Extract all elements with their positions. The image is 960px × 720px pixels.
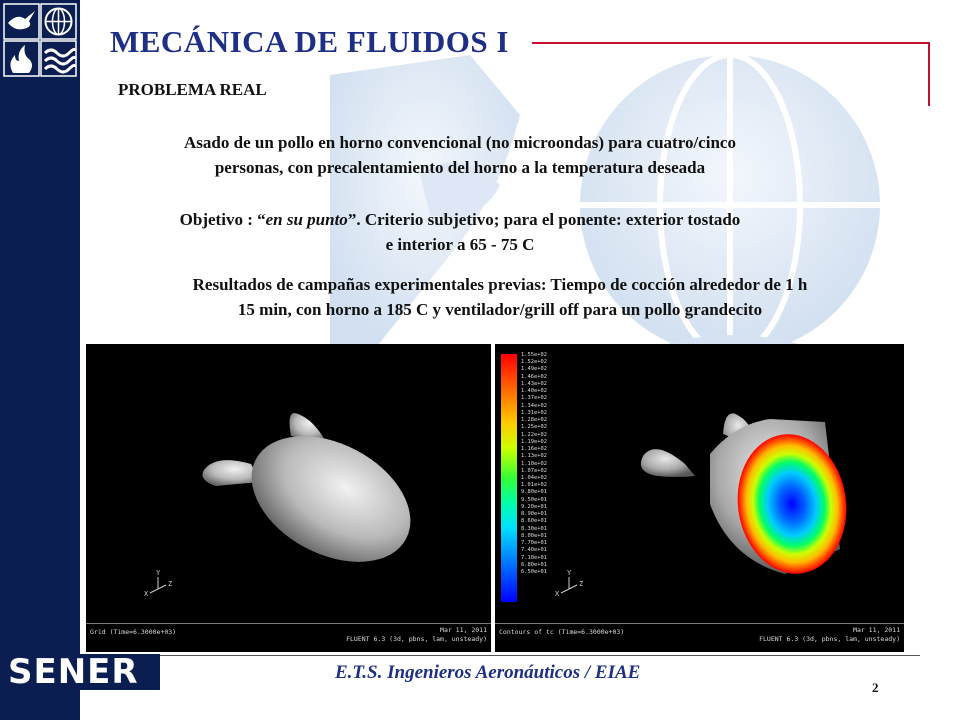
title-red-vertical	[928, 42, 930, 106]
legend-label: 6.50e+01	[521, 569, 547, 576]
legend-label: 1.07e+02	[521, 467, 547, 474]
results-line-2: 15 min, con horno a 185 C y ventilador/grill off para un pollo grandecito	[237, 300, 763, 319]
left-sidebar	[0, 0, 80, 720]
legend-label: 1.04e+02	[521, 474, 547, 481]
results-line-1: Resultados de campañas experimentales previas: Tiempo de cocción alrededor de 1 h	[192, 275, 808, 294]
chicken-contour-render	[495, 344, 904, 624]
legend-label: 8.90e+01	[521, 511, 547, 518]
legend-label: 8.60e+01	[521, 518, 547, 525]
legend-label: 1.37e+02	[521, 395, 547, 402]
sener-logo	[2, 654, 160, 690]
temperature-colorbar	[501, 354, 517, 602]
right-axis-y: Y	[567, 569, 572, 577]
problem-description	[100, 130, 820, 180]
objective-line-2: e interior a 65 - 75 C	[385, 235, 535, 254]
left-axis-z: Z	[168, 580, 173, 588]
legend-label: 1.16e+02	[521, 446, 547, 453]
legend-label: 6.80e+01	[521, 561, 547, 568]
legend-label: 9.80e+01	[521, 489, 547, 496]
grid-footer-date: Mar 11, 2011	[440, 626, 487, 634]
legend-label: 1.49e+02	[521, 366, 547, 373]
chicken-mesh-render	[86, 344, 491, 624]
legend-label: 9.50e+01	[521, 496, 547, 503]
legend-label: 1.13e+02	[521, 453, 547, 460]
contour-panel	[495, 344, 904, 652]
left-axis-x: X	[144, 590, 149, 598]
legend-label: 8.30e+01	[521, 525, 547, 532]
legend-label: 7.70e+01	[521, 540, 547, 547]
slide-subtitle: PROBLEMA REAL	[118, 80, 267, 99]
title-red-rule	[532, 42, 930, 44]
objective-line-1	[100, 207, 820, 232]
legend-label: 1.40e+02	[521, 388, 547, 395]
objective-suffix: ”. Criterio subjetivo; para el ponente: exterior tostado	[347, 210, 741, 229]
grid-footer-solver: FLUENT 6.3 (3d, pbns, lam, unsteady)	[346, 635, 487, 643]
legend-label: 1.55e+02	[521, 352, 547, 358]
problem-line-2: personas, con precalentamiento del horno a la temperatura deseada	[214, 158, 706, 177]
right-axis-z: Z	[579, 580, 584, 588]
school-name: E.T.S. Ingenieros Aeronáuticos / EIAE	[335, 662, 641, 683]
legend-label: 1.43e+02	[521, 380, 547, 387]
simulation-image	[86, 344, 904, 652]
legend-label: 1.28e+02	[521, 417, 547, 424]
objective-prefix: Objetivo : “	[179, 210, 266, 229]
slide-title: MECÁNICA DE FLUIDOS I	[110, 24, 509, 59]
right-axis-x: X	[555, 590, 560, 598]
grid-panel	[86, 344, 491, 652]
sener-logo-text: SENER	[8, 652, 139, 692]
legend-label: 7.10e+01	[521, 554, 547, 561]
legend-label: 1.22e+02	[521, 431, 547, 438]
objective-text	[100, 207, 820, 257]
left-axis-y: Y	[156, 569, 161, 577]
contour-footer-left: Contours of tc (Time=6.3000e+03)	[499, 628, 625, 636]
legend-label: 7.40e+01	[521, 547, 547, 554]
objective-italic: en su punto	[265, 210, 348, 229]
legend-label: 1.52e+02	[521, 359, 547, 366]
legend-label: 1.25e+02	[521, 424, 547, 431]
contour-footer	[495, 623, 904, 652]
results-text	[90, 272, 910, 322]
page-number: 2	[872, 680, 879, 695]
institution-logo	[3, 3, 77, 77]
temperature-legend-labels	[521, 352, 547, 576]
legend-label: 1.46e+02	[521, 373, 547, 380]
legend-label: 1.34e+02	[521, 402, 547, 409]
legend-label: 1.01e+02	[521, 482, 547, 489]
legend-label: 9.20e+01	[521, 503, 547, 510]
problem-line-1: Asado de un pollo en horno convencional (no microondas) para cuatro/cinco	[184, 133, 736, 152]
contour-footer-solver: FLUENT 6.3 (3d, pbns, lam, unsteady)	[759, 635, 900, 643]
grid-footer	[86, 623, 491, 652]
footer-rule	[80, 655, 920, 656]
legend-label: 1.31e+02	[521, 409, 547, 416]
legend-label: 1.10e+02	[521, 460, 547, 467]
grid-footer-left: Grid (Time=6.3000e+03)	[90, 628, 177, 636]
legend-label: 8.00e+01	[521, 532, 547, 539]
legend-label: 1.19e+02	[521, 438, 547, 445]
contour-footer-date: Mar 11, 2011	[853, 626, 900, 634]
